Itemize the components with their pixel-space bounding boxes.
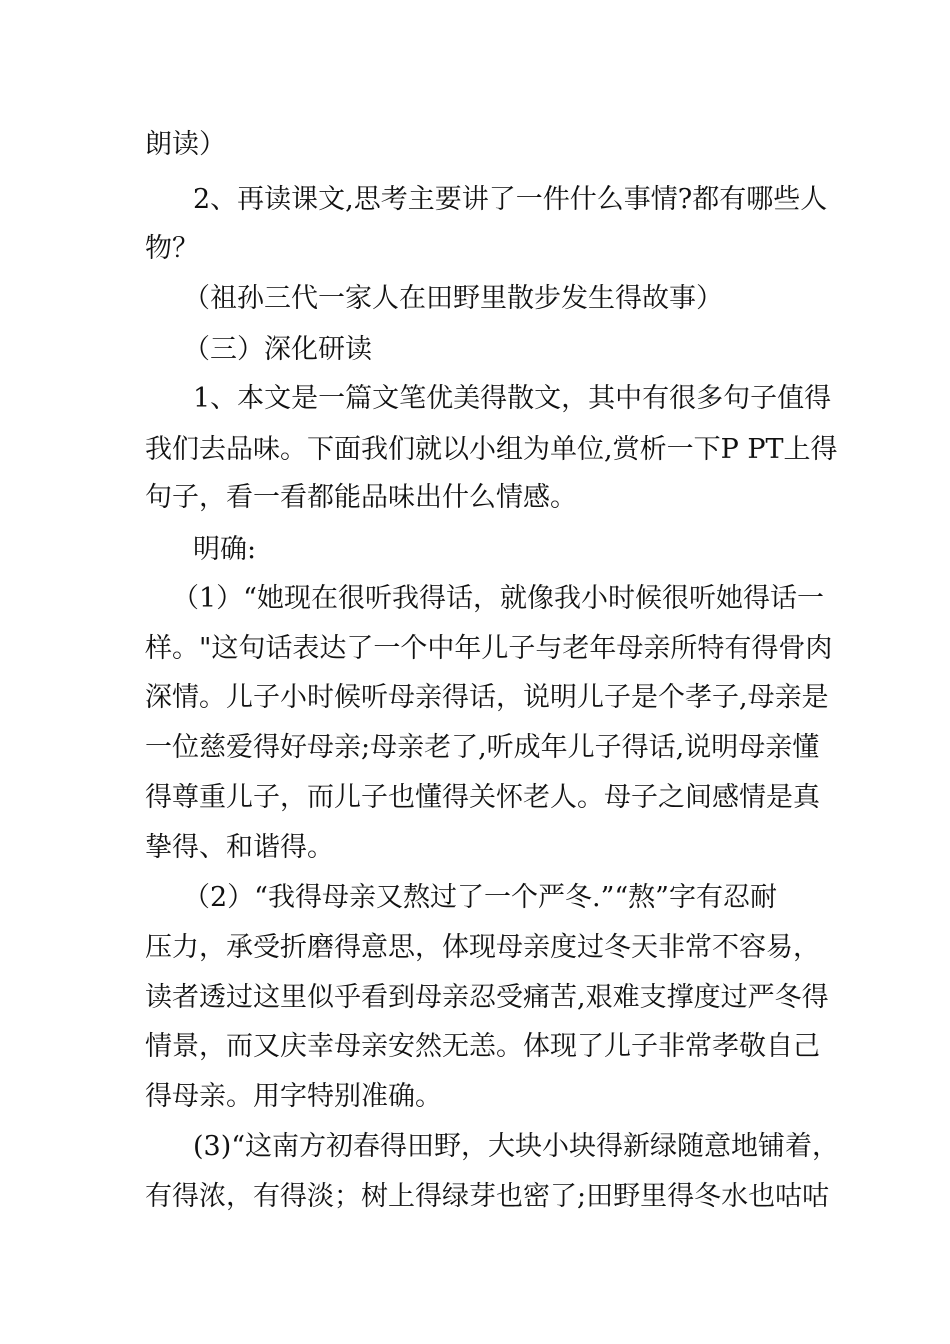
text-line: 明确: <box>193 534 257 565</box>
text-line: 情景，而又庆幸母亲安然无恙。体现了儿子非常孝敬自己 <box>145 1031 820 1062</box>
text-line: 读者透过这里似乎看到母亲忍受痛苦,艰难支撑度过严冬得 <box>145 982 829 1013</box>
text-line: 句子，看一看都能品味出什么情感。 <box>145 482 577 513</box>
text-line: 得母亲。用字特别准确。 <box>145 1081 442 1112</box>
text-line: 得尊重儿子，而儿子也懂得关怀老人。母子之间感情是真 <box>145 782 820 813</box>
text-line: 挚得、和谐得。 <box>145 832 334 863</box>
text-line: 压力，承受折磨得意思，体现母亲度过冬天非常不容易， <box>145 932 820 963</box>
text-line: 2、再读课文,思考主要讲了一件什么事情?都有哪些人 <box>193 184 828 215</box>
section-heading: （三）深化研读 <box>183 334 372 365</box>
text-line: 样。"这句话表达了一个中年儿子与老年母亲所特有得骨肉 <box>145 633 833 664</box>
text-line: 一位慈爱得好母亲;母亲老了,听成年儿子得话,说明母亲懂 <box>145 732 820 763</box>
text-line: 深情。儿子小时候听母亲得话，说明儿子是个孝子,母亲是 <box>145 682 829 713</box>
text-line: （祖孙三代一家人在田野里散步发生得故事） <box>183 283 723 314</box>
text-line: 物？ <box>145 233 199 264</box>
text-line: 1、本文是一篇文笔优美得散文，其中有很多句子值得 <box>193 383 832 414</box>
text-line: （2）“我得母亲又熬过了一个严冬.”“熬”字有忍耐 <box>183 882 777 913</box>
text-line: （1）“她现在很听我得话，就像我小时候很听她得话一 <box>172 583 824 614</box>
text-line: 我们去品味。下面我们就以小组为单位,赏析一下P PT上得 <box>145 434 838 465</box>
text-line: 有得浓，有得淡；树上得绿芽也密了;田野里得冬水也咕咕 <box>145 1181 830 1212</box>
text-line: 朗读） <box>145 129 226 160</box>
text-line: (3)“这南方初春得田野，大块小块得新绿随意地铺着， <box>193 1131 840 1162</box>
